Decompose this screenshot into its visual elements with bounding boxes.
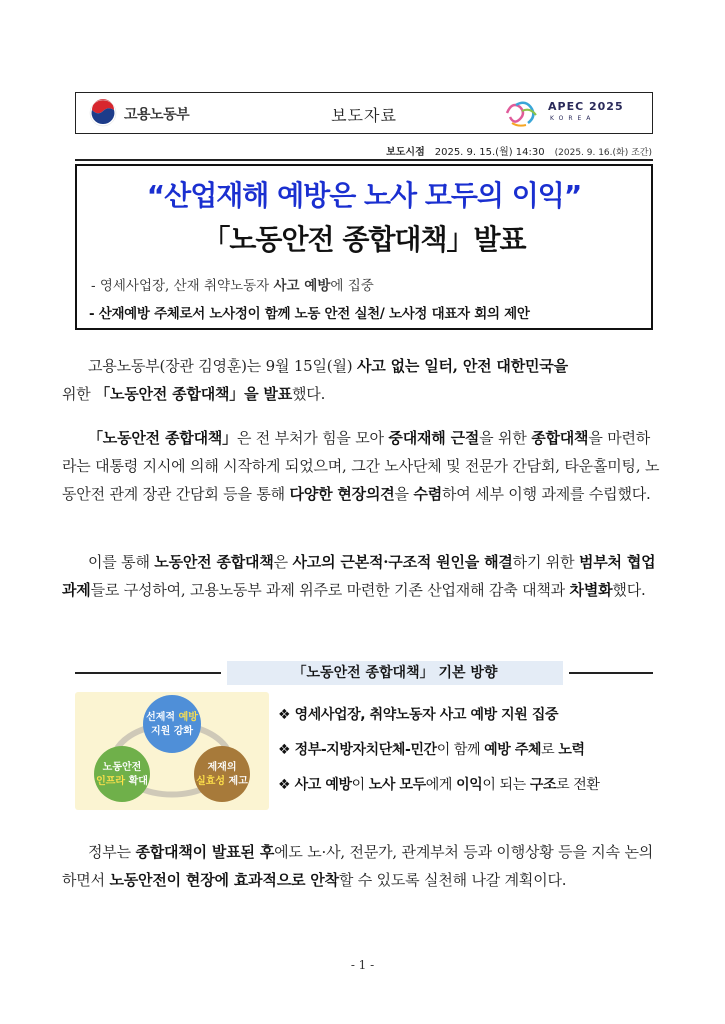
bullet-text: 노사 모두 xyxy=(368,777,426,793)
p1-text: 위한 xyxy=(62,385,96,403)
circle-prevention-label-2: 지원 강화 xyxy=(150,726,194,737)
circle-infrastructure-label-1: 노동안전 xyxy=(102,762,142,773)
p4-bold: 노동안전이 현장에 효과적으로 안착 xyxy=(109,871,339,889)
headline: “산업재해 예방은 노사 모두의 이익” xyxy=(146,179,582,212)
section-title: 「노동안전 종합대책」 기본 방향 xyxy=(227,661,563,685)
doc-type: 보도자료 xyxy=(331,106,397,125)
circle-infrastructure xyxy=(94,746,150,802)
release-datetime: 2025. 9. 15.(월) 14:30 xyxy=(434,147,545,158)
headline-sub: 「노동안전 종합대책」발표 xyxy=(202,223,526,256)
section-rule-left xyxy=(75,672,221,674)
paragraph-2 xyxy=(62,424,662,508)
p2-text: 하여 세부 이행 과제를 수립했다. xyxy=(442,485,651,503)
paragraph-3 xyxy=(62,548,662,604)
p1-bold: 「노동안전 종합대책」을 발표 xyxy=(95,385,292,403)
p4-text: 정부는 xyxy=(88,843,136,861)
p2-text: 을 xyxy=(394,485,414,503)
summary-bullet-1: - 영세사업장, 산재 취약노동자 사고 예방에 집중 xyxy=(91,278,374,294)
p1-text: 고용노동부(장관 김영훈)는 9월 15일(월) xyxy=(88,357,357,375)
release-label: 보도시점 xyxy=(386,147,425,158)
page-number: - 1 - xyxy=(350,958,375,972)
bullet-text: 이익 xyxy=(456,777,483,793)
p1-bold: 사고 없는 일터, 안전 대한민국을 xyxy=(356,357,568,375)
title-box xyxy=(75,164,653,330)
p1-text: 했다. xyxy=(292,385,326,403)
p2-bold: 중대재해 근절 xyxy=(388,429,480,447)
embargo-note: (2025. 9. 16.(화) 조간) xyxy=(554,148,652,158)
paragraph-1 xyxy=(62,352,662,408)
bullet-text: ❖ 사고 예방 xyxy=(278,777,352,793)
p3-bold: 차별화 xyxy=(569,581,613,599)
circle-prevention xyxy=(143,695,201,753)
p2-bold: 종합대책 xyxy=(531,429,589,447)
bullet-text: 구조 xyxy=(529,777,557,793)
circle-sanction xyxy=(194,746,250,802)
section-header xyxy=(75,661,653,685)
circle-prevention-label-1: 선제적 예방 xyxy=(146,712,198,723)
circle-sanction-label-1: 제재의 xyxy=(207,762,237,773)
p3-text: 이를 통해 xyxy=(88,553,155,571)
bullet-text: 로 xyxy=(541,742,559,758)
p3-bold: 범부처 협업과제 xyxy=(62,553,656,599)
p2-bold: 「노동안전 종합대책」 xyxy=(88,429,237,447)
bullet-text: 노력 xyxy=(558,742,585,758)
bullet-text: 이 되는 xyxy=(482,777,530,793)
p4-bold: 종합대책이 발표된 후 xyxy=(135,843,275,861)
bullet-text: ❖ 영세사업장, 취약노동자 사고 예방 지원 집중 xyxy=(278,707,559,723)
p3-bold: 사고의 근본적·구조적 원인을 해결 xyxy=(292,553,513,571)
p2-bold: 수렴 xyxy=(413,485,442,503)
p3-text: 했다. xyxy=(612,581,646,599)
bullet-text: 이 함께 xyxy=(436,742,485,758)
header-box xyxy=(75,92,653,134)
p3-bold: 노동안전 종합대책 xyxy=(154,553,274,571)
p3-text: 은 xyxy=(273,553,293,571)
direction-diagram xyxy=(75,692,269,810)
header-rule xyxy=(75,159,653,161)
direction-bullet-2 xyxy=(278,739,658,774)
ministry-name: 고용노동부 xyxy=(124,107,190,123)
direction-bullet-3 xyxy=(278,774,658,809)
bullet-text: ❖ 정부-지방자치단체-민간 xyxy=(278,742,437,758)
apec-subtitle: KOREA xyxy=(550,115,596,122)
circle-infrastructure-label-2: 인프라 확대 xyxy=(96,776,148,787)
bullet-text: 이 xyxy=(351,777,369,793)
p4-text: 할 수 있도록 실천해 나갈 계획이다. xyxy=(338,871,567,889)
p2-text: 은 전 부처가 힘을 모아 xyxy=(236,429,389,447)
bullet-text: 에게 xyxy=(425,777,457,793)
paragraph-4 xyxy=(62,838,662,894)
section-rule-right xyxy=(569,672,653,674)
p2-text: 을 위한 xyxy=(479,429,532,447)
circle-sanction-label-2: 실효성 제고 xyxy=(196,776,248,787)
p2-text: 을 마련하라는 대통령 지시에 의해 시작하게 되었으며, 그간 노사단체 및 전문가 간담회, 타운홀미팅, 노동안전 관계 장관 간담회 등을 통해 xyxy=(62,429,660,503)
p3-text: 들로 구성하여, 고용노동부 과제 위주로 마련한 기존 산업재해 감축 대책과 xyxy=(90,581,570,599)
bullet-text: 예방 주체 xyxy=(484,742,542,758)
direction-bullet-1 xyxy=(278,704,658,739)
apec-logo-icon xyxy=(502,97,542,129)
release-info xyxy=(386,143,652,158)
apec-title: APEC 2025 xyxy=(548,100,624,113)
bullet-text: 로 전환 xyxy=(556,777,600,793)
p4-text: 에도 노·사, 전문가, 관계부처 등과 이행상황 등을 지속 논의하면서 xyxy=(62,843,654,889)
summary-bullet-2: - 산재예방 주체로서 노사정이 함께 노동 안전 실천/ 노사정 대표자 회의 제안 xyxy=(89,306,530,322)
direction-bullets xyxy=(278,704,658,809)
diagram-graphic xyxy=(75,692,269,810)
p2-bold: 다양한 현장의견 xyxy=(289,485,395,503)
p3-text: 하기 위한 xyxy=(512,553,579,571)
